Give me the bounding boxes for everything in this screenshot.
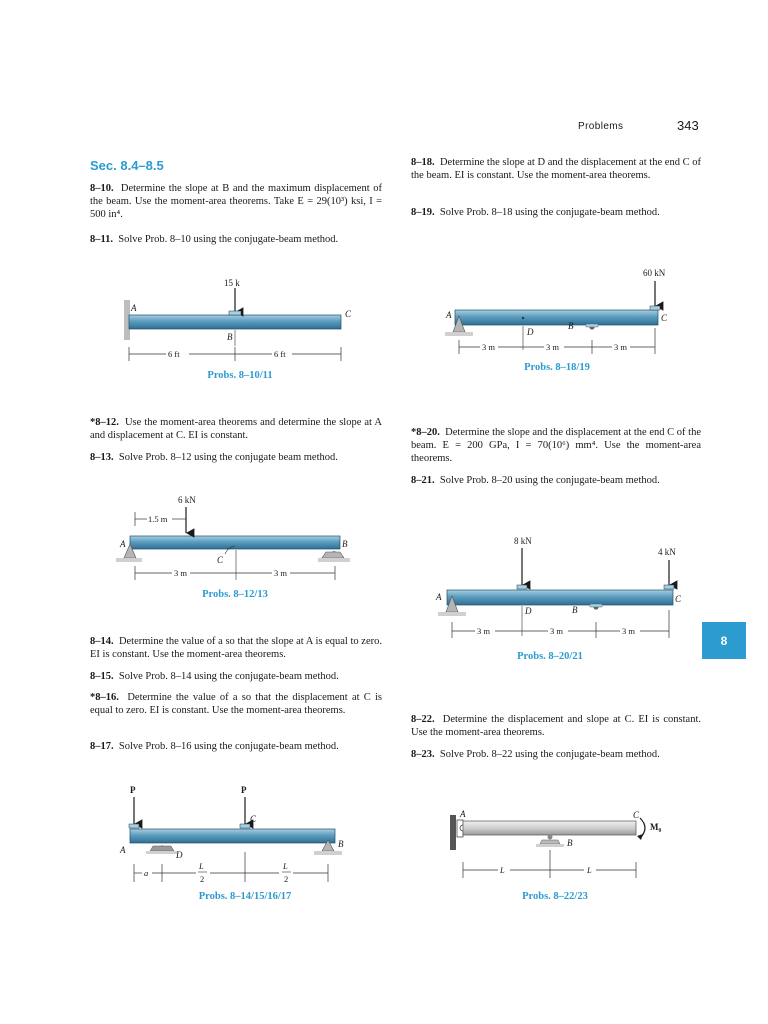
caption-8-22-23: Probs. 8–22/23 bbox=[522, 891, 588, 902]
point-b-label: B bbox=[568, 321, 574, 331]
beam bbox=[130, 829, 335, 843]
dim-label-two-1: 2 bbox=[200, 874, 205, 884]
figure-8-20-21 bbox=[435, 536, 682, 638]
dim-label-l1: L bbox=[500, 865, 505, 875]
problem-text: Solve Prob. 8–12 using the conjugate beam method. bbox=[118, 452, 338, 463]
load-label-1: P bbox=[130, 785, 136, 795]
problem-text: Determine the slope and the displacement at the end C of the beam. E = 200 GPa, I = 70(10⁶) mm⁴. Use the moment-area theorems. bbox=[411, 427, 701, 464]
problem-number: 8–10. bbox=[90, 183, 114, 194]
roller-support-d bbox=[150, 846, 174, 851]
load-label-2: 4 kN bbox=[658, 547, 676, 557]
dim-label-3: 3 m bbox=[614, 342, 627, 352]
dim-label-1: 3 m bbox=[482, 342, 495, 352]
beam bbox=[463, 821, 636, 835]
roller-b bbox=[548, 835, 553, 840]
point-d-label: D bbox=[176, 850, 183, 860]
section-title: Sec. 8.4–8.5 bbox=[90, 158, 164, 173]
point-b-label: B bbox=[342, 539, 348, 549]
running-header-label: Problems bbox=[578, 121, 624, 132]
beam bbox=[130, 536, 340, 549]
problem-number: *8–12. bbox=[90, 417, 119, 428]
problem-text: Solve Prob. 8–10 using the conjugate-beam method. bbox=[118, 234, 339, 245]
load-plate bbox=[650, 306, 660, 310]
problem-text: Solve Prob. 8–18 using the conjugate-beam method. bbox=[439, 207, 660, 218]
dim-label-2: 3 m bbox=[550, 626, 563, 636]
chapter-tab: 8 bbox=[702, 622, 746, 659]
problem-text: Use the moment-area theorems and determine the slope at A and displacement at C. EI is constant. bbox=[90, 417, 383, 441]
problem-number: 8–17. bbox=[90, 741, 114, 752]
problem-text: Solve Prob. 8–14 using the conjugate-beam method. bbox=[118, 671, 339, 682]
load-plate bbox=[517, 585, 527, 589]
problem-number: 8–15. bbox=[90, 671, 114, 682]
point-d-label: D bbox=[525, 606, 532, 616]
moment-arrowhead-icon bbox=[637, 834, 643, 840]
roller-support-b bbox=[322, 552, 344, 558]
dim-label-l2: L bbox=[587, 865, 592, 875]
problem-text: Determine the displacement and slope at C. EI is constant. Use the moment-area theorems. bbox=[411, 714, 701, 738]
problem-number: 8–21. bbox=[411, 475, 435, 486]
problem-text: Determine the slope at B and the maximum displacement of the beam. Use the moment-area theorems. Take E = 29(10³) ksi, I = 500 in⁴. bbox=[90, 183, 382, 220]
point-a-label: A bbox=[436, 592, 442, 602]
beam bbox=[447, 590, 673, 605]
point-a-label: A bbox=[446, 310, 452, 320]
load-plate bbox=[229, 311, 241, 315]
ground bbox=[314, 851, 342, 855]
problem-number: *8–16. bbox=[90, 692, 119, 703]
point-b-label: B bbox=[338, 839, 344, 849]
problem-text: Solve Prob. 8–20 using the conjugate-beam method. bbox=[439, 475, 660, 486]
ground bbox=[445, 332, 473, 336]
point-b-label: B bbox=[567, 838, 573, 848]
problem-text: Solve Prob. 8–16 using the conjugate-beam method. bbox=[118, 741, 339, 752]
beam bbox=[129, 315, 341, 329]
caption-8-18-19: Probs. 8–18/19 bbox=[524, 362, 590, 373]
offset-label: 1.5 m bbox=[148, 514, 168, 524]
point-a-label: A bbox=[131, 303, 137, 313]
dim-label-1: 6 ft bbox=[168, 349, 180, 359]
load-label: 15 k bbox=[224, 278, 240, 288]
figure-8-22-23 bbox=[450, 809, 661, 878]
point-a-label: A bbox=[460, 809, 466, 819]
problem-number: 8–14. bbox=[90, 636, 114, 647]
load-plate bbox=[664, 585, 674, 589]
problem-number: 8–23. bbox=[411, 749, 435, 760]
problem-number: 8–13. bbox=[90, 452, 114, 463]
problem-number: *8–20. bbox=[411, 427, 440, 438]
load-plate bbox=[240, 824, 250, 828]
problem-text: Solve Prob. 8–22 using the conjugate-beam method. bbox=[439, 749, 660, 760]
figure-8-10-11 bbox=[124, 278, 352, 361]
caption-8-14-17: Probs. 8–14/15/16/17 bbox=[198, 891, 292, 902]
dim-label-1: 3 m bbox=[174, 568, 187, 578]
load-label: 6 kN bbox=[178, 495, 196, 505]
dim-label-2: 6 ft bbox=[274, 349, 286, 359]
figure-8-18-19 bbox=[445, 268, 668, 354]
point-c-label: C bbox=[345, 309, 352, 319]
point-a-label: A bbox=[120, 845, 126, 855]
load-label-2: P bbox=[241, 785, 247, 795]
point-a-label: A bbox=[120, 539, 126, 549]
figure-8-14-17 bbox=[119, 785, 344, 884]
ground bbox=[536, 844, 564, 847]
point-c-label: C bbox=[250, 814, 257, 824]
dim-label-l1: L bbox=[199, 861, 204, 871]
problem-text: Determine the value of a so that the displacement at C is equal to zero. EI is constant. Use the moment-area theorems. bbox=[90, 692, 382, 716]
dim-label-l2: L bbox=[283, 861, 288, 871]
point-c-label: C bbox=[661, 313, 668, 323]
figure-8-12-13 bbox=[116, 495, 350, 580]
fixed-wall bbox=[450, 815, 456, 850]
roller-plate bbox=[586, 324, 598, 327]
point-c-label: C bbox=[217, 555, 224, 565]
dim-label-2: 3 m bbox=[274, 568, 287, 578]
moment-label: M₀ bbox=[650, 822, 662, 832]
caption-8-20-21: Probs. 8–20/21 bbox=[517, 651, 583, 662]
dim-label-1: 3 m bbox=[477, 626, 490, 636]
roller-support-b bbox=[540, 840, 560, 844]
problem-number: 8–11. bbox=[90, 234, 114, 245]
roller-plate bbox=[590, 604, 602, 607]
dim-label-a: a bbox=[144, 868, 149, 878]
load-plate bbox=[129, 824, 139, 828]
problem-number: 8–18. bbox=[411, 157, 435, 168]
caption-8-10-11: Probs. 8–10/11 bbox=[207, 370, 273, 381]
dim-label-3: 3 m bbox=[622, 626, 635, 636]
point-b-label: B bbox=[572, 605, 578, 615]
point-c-label: C bbox=[675, 594, 682, 604]
ground bbox=[438, 612, 466, 616]
problem-text: Determine the value of a so that the slope at A is equal to zero. EI is constant. Use the moment-area theorems. bbox=[90, 636, 383, 660]
ground bbox=[146, 851, 178, 854]
point-d-label: D bbox=[527, 327, 534, 337]
ground bbox=[318, 558, 350, 562]
caption-8-12-13: Probs. 8–12/13 bbox=[202, 589, 268, 600]
beam bbox=[455, 310, 658, 325]
load-label: 60 kN bbox=[643, 268, 666, 278]
point-b-label: B bbox=[227, 332, 233, 342]
problem-number: 8–22. bbox=[411, 714, 435, 725]
point-c-label: C bbox=[633, 810, 640, 820]
dim-label-two-2: 2 bbox=[284, 874, 289, 884]
dim-label-2: 3 m bbox=[546, 342, 559, 352]
ground bbox=[116, 558, 142, 562]
point-d-dot bbox=[522, 317, 524, 319]
problem-number: 8–19. bbox=[411, 207, 435, 218]
load-label-1: 8 kN bbox=[514, 536, 532, 546]
problem-text: Determine the slope at D and the displacement at the end C of the beam. EI is constant. Use the moment-area theorems. bbox=[411, 157, 702, 181]
page-number: 343 bbox=[677, 118, 699, 133]
